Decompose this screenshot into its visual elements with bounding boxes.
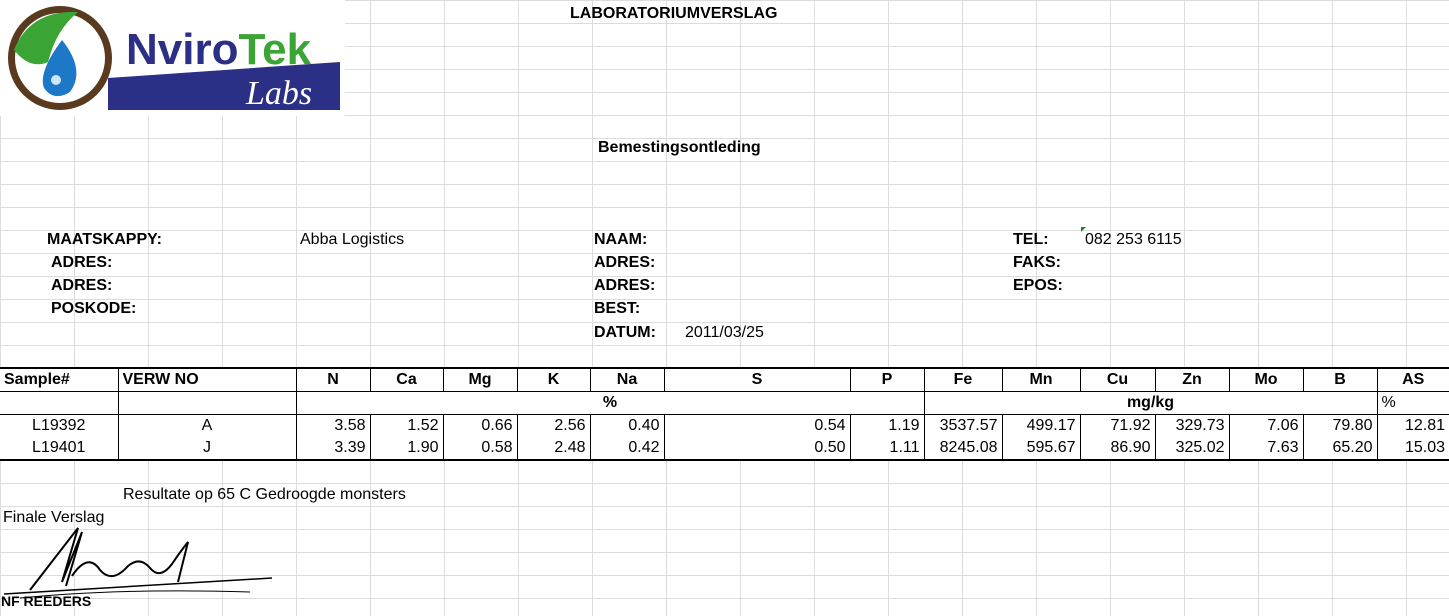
signature-stroke-1 [30, 528, 82, 590]
cell-k: 2.48 [517, 437, 590, 460]
cell-fe: 3537.57 [924, 415, 1002, 438]
unit-as: % [1377, 392, 1449, 415]
nvirotek-logo [0, 0, 345, 116]
cell-mo: 7.06 [1229, 415, 1303, 438]
units-row [0, 392, 1449, 415]
fax-label: FAKS: [1013, 254, 1061, 271]
logo-brand-text [126, 25, 312, 74]
header-fe: Fe [924, 368, 1002, 392]
cell-mg: 0.58 [443, 437, 517, 460]
cell-sample: L19392 [32, 417, 86, 434]
cell-n: 3.58 [296, 415, 370, 438]
email-label: EPOS: [1013, 277, 1063, 294]
address-label-2: ADRES: [51, 277, 113, 294]
results-table [0, 367, 1449, 461]
header-k: K [517, 368, 590, 392]
logo-brand-tek: Tek [238, 25, 312, 74]
cell-as: 15.03 [1377, 437, 1449, 460]
header-mn: Mn [1002, 368, 1080, 392]
cell-cu: 71.92 [1080, 415, 1155, 438]
table-header-row [0, 368, 1449, 392]
order-label: BEST: [594, 300, 641, 317]
header-verw-no: VERW NO [118, 368, 296, 392]
header-n: N [296, 368, 370, 392]
contact-address-label-2: ADRES: [594, 277, 656, 294]
header-sample: Sample# [0, 368, 118, 392]
contact-address-label-1: ADRES: [594, 254, 656, 271]
header-s: S [664, 368, 850, 392]
header-zn: Zn [1155, 368, 1229, 392]
cell-p: 1.19 [850, 415, 924, 438]
signatory-name: NF REEDERS [1, 593, 92, 609]
header-p: P [850, 368, 924, 392]
cell-n: 3.39 [296, 437, 370, 460]
company-label: MAATSKAPPY: [47, 231, 162, 248]
dried-note: Resultate op 65 C Gedroogde monsters [123, 486, 406, 503]
header-na: Na [590, 368, 664, 392]
table-row [0, 415, 1449, 438]
logo-brand-n: Nviro [126, 25, 239, 74]
cell-mo: 7.63 [1229, 437, 1303, 460]
report-title: LABORATORIUMVERSLAG [570, 5, 778, 22]
signature-stroke-2 [72, 542, 188, 582]
header-b: B [1303, 368, 1377, 392]
header-mo: Mo [1229, 368, 1303, 392]
cell-p: 1.11 [850, 437, 924, 460]
cell-verw-no: J [118, 437, 296, 460]
cell-sample: L19401 [0, 437, 118, 460]
cell-zn: 325.02 [1155, 437, 1229, 460]
tel-label: TEL: [1013, 231, 1049, 248]
name-label: NAAM: [594, 231, 648, 248]
units-blank-2 [118, 392, 296, 415]
header-as: AS [1377, 368, 1449, 392]
cell-verw-no: A [118, 415, 296, 438]
final-report-note: Finale Verslag [3, 509, 105, 526]
cell-na: 0.42 [590, 437, 664, 460]
cell-as: 12.81 [1377, 415, 1449, 438]
logo-sub-text: Labs [246, 75, 313, 112]
cell-mn: 499.17 [1002, 415, 1080, 438]
cell-na: 0.40 [590, 415, 664, 438]
cell-zn: 329.73 [1155, 415, 1229, 438]
cell-ca: 1.90 [370, 437, 443, 460]
unit-mgkg: mg/kg [924, 392, 1377, 415]
header-ca: Ca [370, 368, 443, 392]
cell-fe: 8245.08 [924, 437, 1002, 460]
postcode-label: POSKODE: [51, 300, 137, 317]
cell-mg: 0.66 [443, 415, 517, 438]
cell-cu: 86.90 [1080, 437, 1155, 460]
company-value: Abba Logistics [300, 231, 405, 248]
unit-percent: % [296, 392, 924, 415]
date-value: 2011/03/25 [685, 324, 764, 341]
cell-k: 2.56 [517, 415, 590, 438]
drop-highlight [51, 75, 61, 85]
header-mg: Mg [443, 368, 517, 392]
cell-ca: 1.52 [370, 415, 443, 438]
units-blank-1 [0, 392, 118, 415]
header-cu: Cu [1080, 368, 1155, 392]
address-label-1: ADRES: [51, 254, 113, 271]
logo-graphic [0, 0, 345, 116]
report-subtitle: Bemestingsontleding [598, 139, 761, 156]
cell-s: 0.54 [664, 415, 850, 438]
cell-b: 79.80 [1303, 415, 1377, 438]
table-row [0, 437, 1449, 460]
cell-mn: 595.67 [1002, 437, 1080, 460]
date-label: DATUM: [594, 324, 656, 341]
cell-s: 0.50 [664, 437, 850, 460]
tel-value: 082 253 6115 [1085, 231, 1182, 248]
cell-b: 65.20 [1303, 437, 1377, 460]
